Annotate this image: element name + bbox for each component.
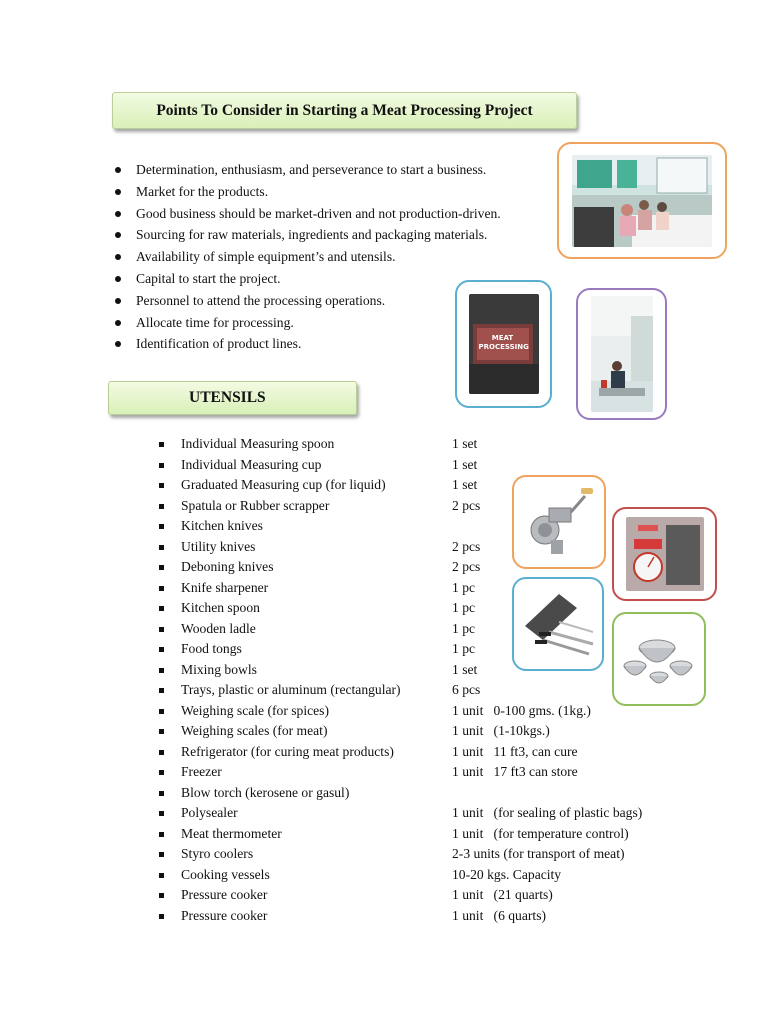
utensil-name: Pressure cooker [181,887,268,902]
utensil-quantity: 1 set [452,456,478,472]
point-item: Market for the products. [112,181,501,203]
point-item: Good business should be market-driven and not production-driven. [112,203,501,225]
utensil-quantity: 1 unit (6 quarts) [452,907,547,923]
classroom-photo-frame [557,142,727,259]
square-bullet-icon [159,688,164,693]
point-item: Personnel to attend the processing operations. [112,290,501,312]
utensils-banner [108,381,357,415]
meat-sign-photo [469,294,539,394]
knives-photo [519,588,597,660]
square-bullet-icon [159,565,164,570]
meat-sign-photo-frame [455,280,552,408]
square-bullet-icon [159,750,164,755]
utensil-quantity: 2 pcs [452,559,481,574]
presenter-photo-frame [576,288,667,420]
square-bullet-icon [159,893,164,898]
square-bullet-icon [159,545,164,550]
mixing-bowls-photo [619,622,699,696]
meat-sign-label: MEAT PROCESSING [478,334,529,351]
square-bullet-icon [159,668,164,673]
utensil-name: Weighing scale (for spices) [181,702,330,718]
utensil-name: Individual Measuring spoon [181,436,335,451]
utensil-name: Deboning knives [181,559,274,574]
square-bullet-icon [159,483,164,488]
utensil-quantity: 1 pc [452,620,476,636]
square-bullet-icon [159,647,164,652]
utensil-quantity: 1 pc [452,600,476,615]
utensil-quantity: 1 unit (for temperature control) [452,825,629,841]
utensil-name: Mixing bowls [181,661,257,677]
square-bullet-icon [159,586,164,591]
knives-photo-frame [512,577,604,671]
square-bullet-icon [159,852,164,857]
square-bullet-icon [159,463,164,468]
utensil-quantity: 1 set [452,477,478,492]
utensil-quantity: 1 unit 17 ft3 can store [452,764,578,779]
utensil-quantity: 1 unit 11 ft3, can cure [452,743,578,759]
square-bullet-icon [159,524,164,529]
utensil-name: Polysealer [181,805,238,820]
point-item: Sourcing for raw materials, ingredients and packaging materials. [112,224,501,246]
square-bullet-icon [159,627,164,632]
title-banner [112,92,577,129]
utensil-quantity: 2-3 units (for transport of meat) [452,846,625,861]
utensil-name: Spatula or Rubber scrapper [181,497,330,513]
utensil-quantity: 1 set [452,436,478,451]
utensil-name: Trays, plastic or aluminum (rectangular) [181,682,401,697]
utensil-quantity: 1 unit 0-100 gms. (1kg.) [452,702,591,718]
utensil-quantity: 1 unit (21 quarts) [452,887,553,902]
point-item: Identification of product lines. [112,333,501,355]
utensil-name: Meat thermometer [181,825,282,841]
utensil-name: Food tongs [181,641,242,656]
classroom-photo [572,155,712,247]
square-bullet-icon [159,832,164,837]
square-bullet-icon [159,709,164,714]
point-item: Capital to start the project. [112,268,501,290]
square-bullet-icon [159,606,164,611]
point-item: Allocate time for processing. [112,312,501,334]
utensil-name: Utility knives [181,538,256,554]
meat-grinder-photo [519,482,599,562]
square-bullet-icon [159,504,164,509]
weighing-scale-photo-frame [612,507,717,601]
point-item: Availability of simple equipment’s and utensils. [112,246,501,268]
utensil-quantity: 10-20 kgs. Capacity [452,866,562,882]
utensils-heading: UTENSILS [189,389,266,406]
utensil-name: Kitchen knives [181,518,263,533]
square-bullet-icon [159,914,164,919]
mixing-bowls-photo-frame [612,612,706,706]
square-bullet-icon [159,770,164,775]
utensil-quantity: 1 unit (for sealing of plastic bags) [452,805,643,820]
utensil-name: Kitchen spoon [181,600,260,615]
square-bullet-icon [159,791,164,796]
utensil-name: Wooden ladle [181,620,256,636]
utensil-name: Graduated Measuring cup (for liquid) [181,477,386,492]
utensil-quantity: 1 pc [452,579,476,595]
points-list [112,159,501,355]
page-title: Points To Consider in Starting a Meat Processing Project [156,101,533,119]
utensil-quantity: 1 pc [452,641,476,656]
utensil-quantity: 2 pcs [452,497,481,513]
utensil-name: Weighing scales (for meat) [181,723,328,738]
meat-grinder-photo-frame [512,475,606,569]
utensil-name: Individual Measuring cup [181,456,322,472]
utensil-quantity: 6 pcs [452,682,481,697]
utensil-name: Knife sharpener [181,579,269,595]
utensil-quantity: 1 set [452,661,478,677]
weighing-scale-photo [626,517,704,591]
utensil-name: Pressure cooker [181,907,268,923]
point-item: Determination, enthusiasm, and perseverance to start a business. [112,159,501,181]
utensil-name: Freezer [181,764,222,779]
utensil-name: Styro coolers [181,846,254,861]
square-bullet-icon [159,873,164,878]
utensil-name: Blow torch (kerosene or gasul) [181,784,350,800]
utensil-quantity: 1 unit (1-10kgs.) [452,723,550,738]
square-bullet-icon [159,442,164,447]
presenter-photo [591,296,653,412]
utensil-name: Cooking vessels [181,866,270,882]
square-bullet-icon [159,811,164,816]
utensil-quantity: 2 pcs [452,538,481,554]
utensil-name: Refrigerator (for curing meat products) [181,743,394,759]
square-bullet-icon [159,729,164,734]
